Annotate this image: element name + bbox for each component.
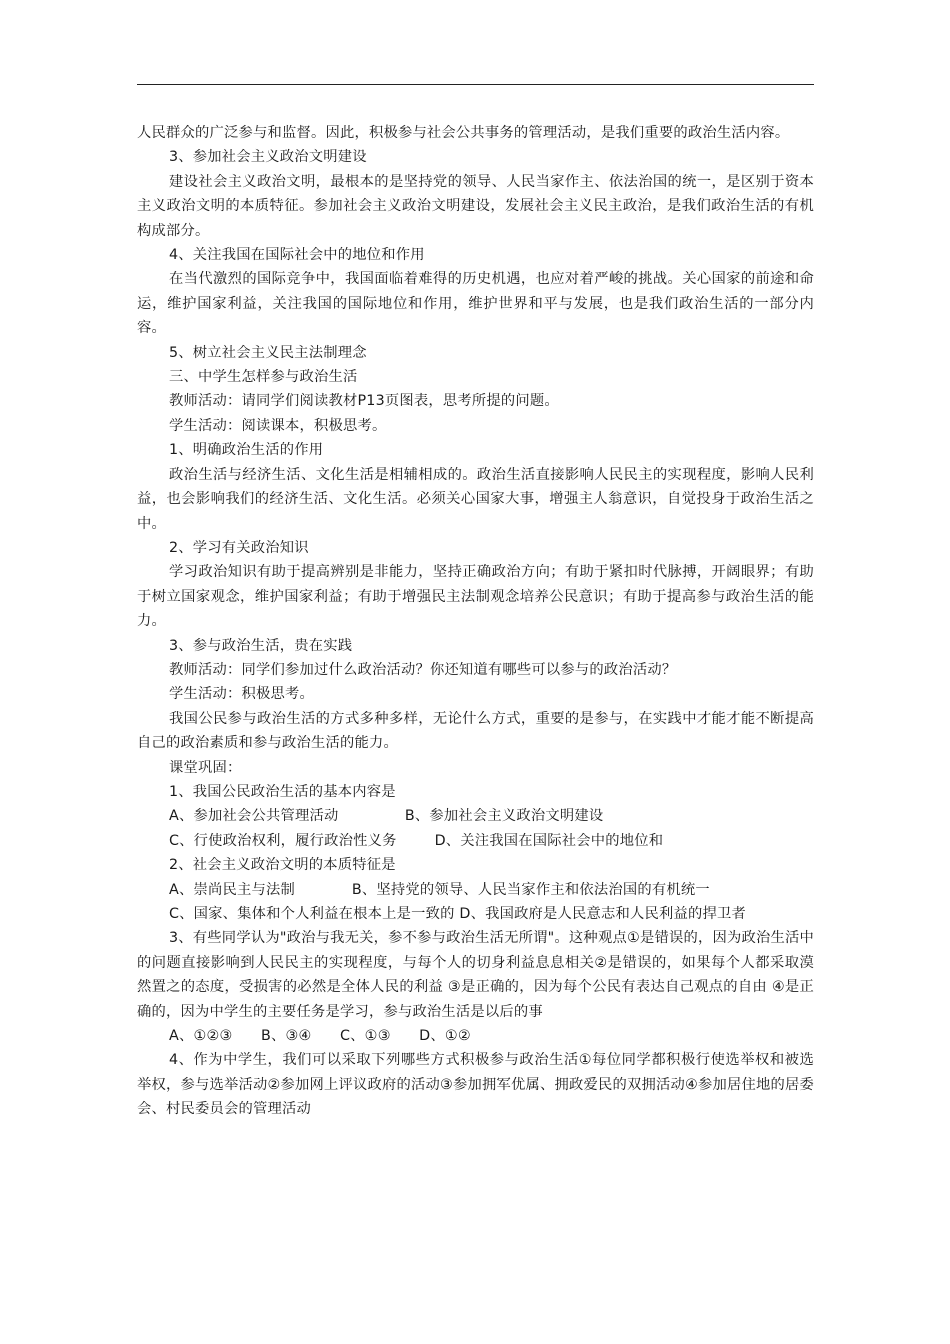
answer-options: A、崇尚民主与法制 B、坚持党的领导、人民当家作主和依法治国的有机统一 (169, 881, 710, 898)
paragraph: 教师活动：请同学们阅读教材P13页图表，思考所提的问题。 (169, 393, 559, 410)
paragraph: 我国公民参与政治生活的方式多种多样，无论什么方式，重要的是参与，在实践中才能才能不断提高自己的政治素质和参与政治生活的能力。 (137, 710, 814, 752)
paragraph: 学习政治知识有助于提高辨别是非能力，坚持正确政治方向；有助于紧扣时代脉搏，开阔眼界；有助于树立国家观念，维护国家利益；有助于增强民主法制观念培养公民意识；有助于提高参与政治生活的能力。 (137, 564, 814, 630)
header-rule (137, 84, 814, 85)
section-heading: 课堂巩固： (169, 759, 242, 776)
paragraph: 建设社会主义政治文明，最根本的是坚持党的领导、人民当家作主、依法治国的统一，是区别于资本主义政治文明的本质特征。参加社会主义政治文明建设，发展社会主义民主政治，是我们政治生活的有机构成部分。 (137, 173, 814, 239)
section-heading: 3、参与政治生活，贵在实践 (169, 637, 353, 654)
paragraph: 政治生活与经济生活、文化生活是相辅相成的。政治生活直接影响人民民主的实现程度，影响人民利益，也会影响我们的经济生活、文化生活。必须关心国家大事，增强主人翁意识，自觉投身于政治生活之中。 (137, 466, 814, 532)
paragraph: 在当代激烈的国际竞争中，我国面临着难得的历史机遇，也应对着严峻的挑战。关心国家的前途和命运，维护国家利益，关注我国的国际地位和作用，维护世界和平与发展，也是我们政治生活的一部分内容。 (137, 271, 814, 337)
paragraph: 学生活动：积极思考。 (169, 686, 314, 703)
answer-options: C、行使政治权利，履行政治性义务 D、关注我国在国际社会中的地位和 (169, 832, 664, 849)
answer-options: A、①②③ B、③④ C、①③ D、①② (169, 1028, 471, 1045)
section-heading: 5、树立社会主义民主法制理念 (169, 344, 367, 361)
document-body (137, 121, 814, 1122)
question: 4、作为中学生，我们可以采取下列哪些方式积极参与政治生活①每位同学都积极行使选举权和被选举权，参与选举活动②参加网上评议政府的活动③参加拥军优属、拥政爱民的双拥活动④参加居住地的居委会、村民委员会的管理活动 (137, 1052, 814, 1118)
question: 1、我国公民政治生活的基本内容是 (169, 783, 396, 800)
section-heading: 1、明确政治生活的作用 (169, 442, 324, 459)
section-heading: 2、学习有关政治知识 (169, 539, 309, 556)
paragraph: 学生活动：阅读课本，积极思考。 (169, 417, 387, 434)
answer-options: C、国家、集体和个人利益在根本上是一致的 D、我国政府是人民意志和人民利益的捍卫者 (169, 906, 747, 922)
section-heading: 4、关注我国在国际社会中的地位和作用 (169, 247, 425, 264)
answer-options: A、参加社会公共管理活动 B、参加社会主义政治文明建设 (169, 808, 604, 825)
question: 2、社会主义政治文明的本质特征是 (169, 857, 396, 874)
paragraph: 人民群众的广泛参与和监督。因此，积极参与社会公共事务的管理活动，是我们重要的政治生活内容。 (137, 125, 790, 141)
section-heading: 3、参加社会主义政治文明建设 (169, 149, 367, 166)
question: 3、有些同学认为"政治与我无关，参不参与政治生活无所谓"。这种观点①是错误的，因为政治生活中的问题直接影响到人民民主的实现程度，与每个人的切身利益息息相关②是错误的，如果每个人都采取漠然置之的态度，受损害的必然是全体人民的利益 ③是正确的，因为每个公民有表达自己观点的自由 ④是正确的，因为中学生的主要任务是学习，参与政治生活是以后的事 (137, 930, 814, 1020)
paragraph: 教师活动：同学们参加过什么政治活动？你还知道有哪些可以参与的政治活动？ (169, 661, 677, 678)
section-heading: 三、中学生怎样参与政治生活 (169, 369, 358, 386)
